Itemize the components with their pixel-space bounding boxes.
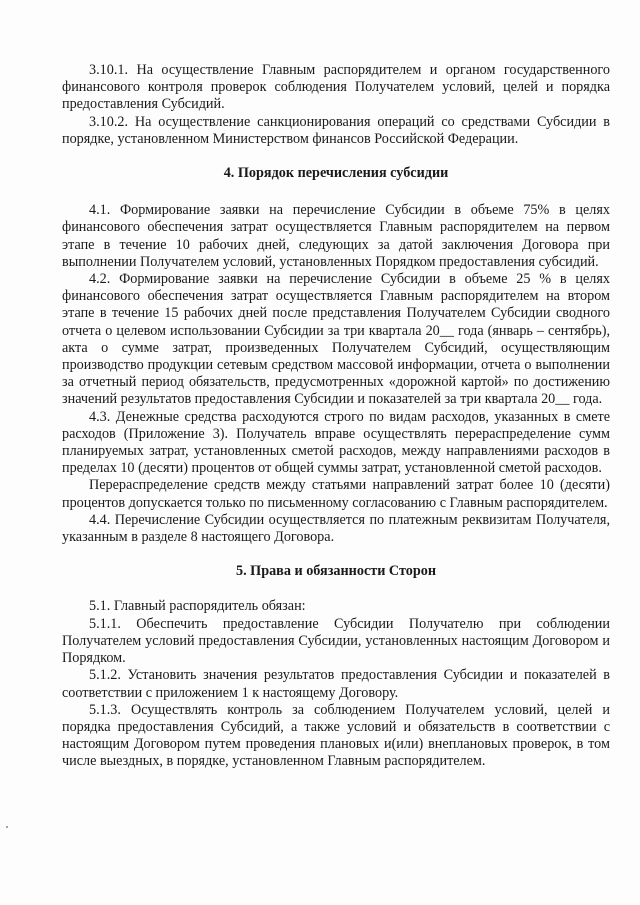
paragraph-4-1: 4.1. Формирование заявки на перечисление Субсидии в объеме 75% в целях финансового обеспечения затрат осуществляется Главным распорядителем на первом этапе в течение 10 рабочих дней, следующих за датой заключения Договора при выполнении Получателем условий, установленных Порядком предоставления субсидий. bbox=[62, 202, 610, 270]
document-body bbox=[62, 62, 610, 771]
paragraph-5-1-1: 5.1.1. Обеспечить предоставление Субсидии Получателю при соблюдении Получателем условий предоставления Субсидии, установленных настоящим Договором и Порядком. bbox=[62, 615, 610, 667]
paragraph-4-2: 4.2. Формирование заявки на перечисление Субсидии в объеме 25 % в целях финансового обеспечения затрат осуществляется Главным распорядителем на втором этапе в течение 15 рабочих дней после представления Получателем Субсидии сводного отчета о целевом использовании Субсидии за три квартала 20__ года (январь – сентябрь), акта о сумме затрат, произведенных Получателем Субсидий, осуществляющим производство продукции сетевым средством массовой информации, отчета о выполнении за отчетный период обязательств, предусмотренных «дорожной картой» по достижению значений результатов предоставления Субсидии и показателей за три квартала 20__ года. bbox=[62, 271, 610, 408]
paragraph-5-1: 5.1. Главный распорядитель обязан: bbox=[89, 598, 306, 615]
paragraph-5-1-2: 5.1.2. Установить значения результатов предоставления Субсидии и показателей в соответствии с приложением 1 к настоящему Договору. bbox=[62, 667, 610, 701]
paragraph-5-1-3: 5.1.3. Осуществлять контроль за соблюдением Получателем условий, целей и порядка предоставления Субсидий, а также условий и обязательств в соответствии с настоящим Договором путем проведения плановых и(или) внеплановых проверок, в том числе выездных, в порядке, установленном Главным распорядителем. bbox=[62, 701, 610, 770]
paragraph-4-3: 4.3. Денежные средства расходуются строго по видам расходов, указанных в смете расходов (Приложение 3). Получатель вправе осуществлять перераспределение сумм планируемых затрат, установленных сметой расходов, между направлениями расходов в пределах 10 (десяти) процентов от общей суммы затрат, установленной сметой расходов. bbox=[62, 408, 610, 477]
paragraph-4-4: 4.4. Перечисление Субсидии осуществляется по платежным реквизитам Получателя, указанным в разделе 8 настоящего Договора. bbox=[62, 511, 610, 546]
paragraph-4-3-redistribution: Перераспределение средств между статьями направлений затрат более 10 (десяти) процентов допускается только по письменному согласованию с Главным распорядителем. bbox=[62, 477, 610, 511]
paragraph-3-10-2: 3.10.2. На осуществление санкционирования операций со средствами Субсидии в порядке, установленном Министерством финансов Российской Федерации. bbox=[62, 113, 610, 147]
section-4-heading: 4. Порядок перечисления субсидии bbox=[223, 165, 449, 182]
section-5-heading: 5. Права и обязанности Сторон bbox=[235, 563, 437, 580]
paragraph-3-10-1: 3.10.1. На осуществление Главным распорядителем и органом государственного финансового контроля проверок соблюдения Получателем условий, целей и порядка предоставления Субсидий. bbox=[62, 62, 610, 113]
scan-speck bbox=[6, 826, 8, 828]
